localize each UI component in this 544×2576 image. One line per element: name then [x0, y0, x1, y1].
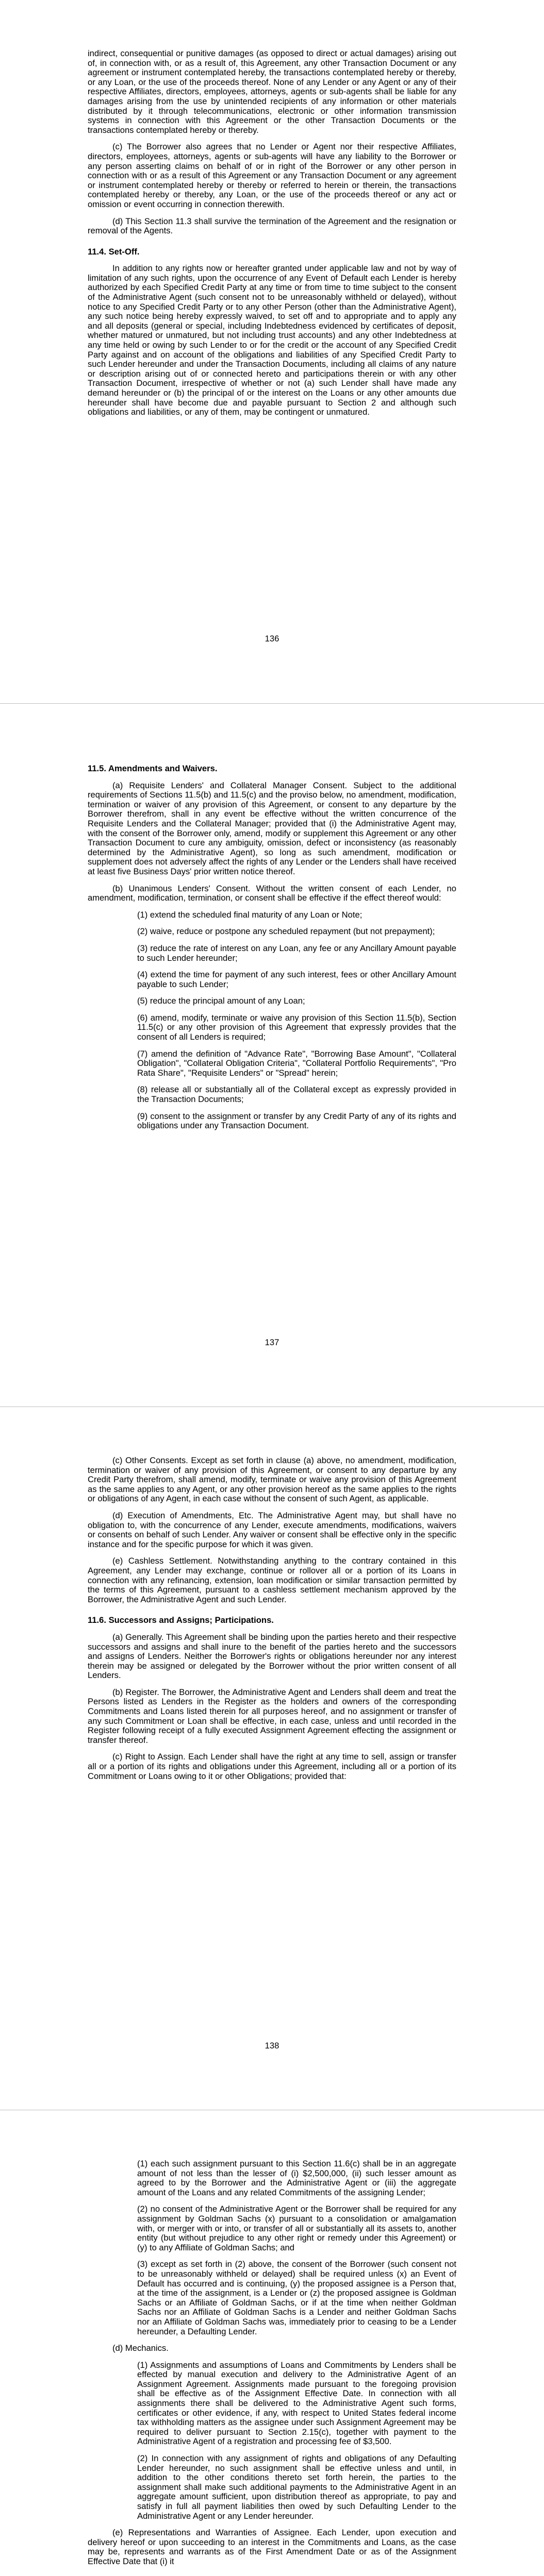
paragraph: In addition to any rights now or hereafter granted under applicable law and not by way of limitation of any such rights, upon the occurrence of any Event of Default each Lender is hereby authorized by each Specified Credit Party at any time or from time to time subject to the consent of the Administrative Agent (such consent not to be unreasonably withheld or delayed), without notice to any Specified Credit Party or to any other Person (other than the Administrative Agent), any such notice being hereby expressly waived, to set off and to appropriate and to apply any and all deposits (general or special, including Indebtedness evidenced by certificates of deposit, whether matured or unmatured, but not including trust accounts) and any other Indebtedness at any time held or owing by such Lender to or for the credit or the account of any Specified Credit Party against and on account of the obligations and liabilities of any Specified Credit Party to such Lender hereunder and under the Transaction Documents, including all claims of any nature or description arising out of or connected hereto and participations therein or with any other Transaction Document, irrespective of whether or not (a) such Lender shall have made any demand hereunder or (b) the principal of or the interest on the Loans or any other amounts due hereunder shall have become due and payable pursuant to Section 2 and although such obligations and liabilities, or any of them, may be contingent or unmatured.: [88, 263, 456, 417]
paragraph: (a) Requisite Lenders' and Collateral Manager Consent. Subject to the additional requirements of Sections 11.5(b) and 11.5(c) and the proviso below, no amendment, modification, termination or waiver of any provision of this Agreement, or consent to any departure by the Borrower therefrom, shall in any event be effective without the written concurrence of the Requisite Lenders and the Collateral Manager; provided that (i) the Administrative Agent may, with the consent of the Borrower only, amend, modify or supplement this Agreement or any other Transaction Document to cure any ambiguity, omission, defect or inconsistency (as reasonably determined by the Administrative Agent), so long as such amendment, modification or supplement does not adversely affect the rights of any Lender or the Lenders shall have received at least five Business Days' prior written notice thereof.: [88, 780, 456, 876]
page-138: [0, 1406, 544, 2110]
list-item: (6) amend, modify, terminate or waive any provision of this Section 11.5(b), Section 11.5(c) or any other provision of this Agreement that expressly provides that the consent of all Lenders is required;: [137, 1012, 456, 1042]
paragraph: (2) In connection with any assignment of rights and obligations of any Defaulting Lender hereunder, no such assignment shall be effective unless and until, in addition to the other conditions thereto set forth herein, the parties to the assignment shall make such additional payments to the Administrative Agent in an aggregate amount sufficient, upon distribution thereof as appropriate, to pay and satisfy in full all payment liabilities then owed by such Defaulting Lender to the Administrative Agent or any Lender hereunder.: [137, 2453, 456, 2521]
list-item: (1) extend the scheduled final maturity of any Loan or Note;: [137, 909, 362, 920]
list-item: (2) no consent of the Administrative Agent or the Borrower shall be required for any assignment by Goldman Sachs (x) pursuant to a consolidation or amalgamation with, or merger with or into, or transfer of all or substantially all its assets to, another entity (but without prejudice to any other right or remedy under this Agreement) or (y) to any Affiliate of Goldman Sachs; and: [137, 2204, 456, 2252]
paragraph: (e) Cashless Settlement. Notwithstanding anything to the contrary contained in this Agreement, any Lender may exchange, continue or rollover all or a portion of its Loans in connection with any refinancing, extension, loan modification or similar transaction permitted by the terms of this Agreement, pursuant to a cashless settlement mechanism approved by the Borrower, the Administrative Agent and such Lender.: [88, 1556, 456, 1604]
paragraph: (d) Mechanics.: [112, 2343, 169, 2353]
page-139-body: [88, 2159, 456, 2574]
paragraph: indirect, consequential or punitive damages (as opposed to direct or actual damages) arising out of, in connection with, or as a result of, this Agreement, any other Transaction Document or any agreement or instrument contemplated hereby, the transactions contemplated hereby or thereby, or any Loan, or the use of the proceeds thereof. None of any Lender or any Agent or any of their respective Affiliates, directors, employees, attorneys, agents or sub-agents shall be liable for any damages arising from the use by unintended recipients of any information or other materials distributed by it through telecommunications, electronic or other information transmission systems in connection with this Agreement or the other Transaction Documents or the transactions contemplated hereby or thereby.: [88, 48, 456, 135]
list-item: (2) waive, reduce or postpone any scheduled repayment (but not prepayment);: [137, 926, 435, 937]
page-139: [0, 2110, 544, 2576]
page-number: 138: [265, 2041, 279, 2050]
section-heading: 11.5. Amendments and Waivers.: [88, 764, 218, 773]
paragraph: (a) Generally. This Agreement shall be binding upon the parties hereto and their respective successors and assigns and shall inure to the benefit of the parties hereto and the successors and assigns of Lenders. Neither the Borrower's rights or obligations hereunder nor any interest therein may be assigned or delegated by the Borrower without the prior written consent of all Lenders.: [88, 1632, 456, 1681]
page-136-body: [88, 49, 456, 425]
list-item: (9) consent to the assignment or transfer by any Credit Party of any of its rights and obligations under any Transaction Document.: [137, 1111, 456, 1131]
list-item: (5) reduce the principal amount of any Loan;: [137, 996, 305, 1006]
list-item: (8) release all or substantially all of the Collateral except as expressly provided in the Transaction Documents;: [137, 1084, 456, 1105]
list-item: (3) except as set forth in (2) above, the consent of the Borrower (such consent not to be unreasonably withheld or delayed) shall be required unless (x) an Event of Default has occurred and is continuing, (y) the proposed assignee is a Person that, at the time of the assignment, is a Lender or (z) the proposed assignee is Goldman Sachs or an Affiliate of Goldman Sachs, or if at the time when neither Goldman Sachs nor an Affiliate of Goldman Sachs is a Lender and neither Goldman Sachs nor an Affiliate of Goldman Sachs was, immediately prior to ceasing to be a Lender hereunder, a Defaulting Lender.: [137, 2259, 456, 2336]
page-137-body: [88, 753, 456, 1138]
page-138-body: [88, 1456, 456, 1788]
paragraph: (b) Unanimous Lenders' Consent. Without the written consent of each Lender, no amendment, modification, termination, or consent shall be effective if the effect thereof would:: [88, 883, 456, 903]
paragraph: (1) Assignments and assumptions of Loans and Commitments by Lenders shall be effected by manual execution and delivery to the Administrative Agent of an Assignment Agreement. Assignments made pursuant to the foregoing provision shall be effective as of the Assignment Effective Date. In connection with all assignments there shall be delivered to the Administrative Agent such forms, certificates or other evidence, if any, with respect to United States federal income tax withholding matters as the assignee under such Assignment Agreement may be required to deliver pursuant to Section 2.15(c), together with payment to the Administrative Agent of a registration and processing fee of $3,500.: [137, 2360, 456, 2447]
list-item: (4) extend the time for payment of any such interest, fees or other Ancillary Amount payable to such Lender;: [137, 970, 456, 989]
paragraph: (d) Execution of Amendments, Etc. The Administrative Agent may, but shall have no obligation to, with the concurrence of any Lender, execute amendments, modifications, waivers or consents on behalf of such Lender. Any waiver or consent shall be effective only in the specific instance and for the specific purpose for which it was given.: [88, 1510, 456, 1549]
page-number: 136: [265, 634, 279, 643]
page-number: 137: [265, 1337, 279, 1347]
paragraph: (d) This Section 11.3 shall survive the termination of the Agreement and the resignation or removal of the Agents.: [88, 216, 456, 236]
list-item: (1) each such assignment pursuant to this Section 11.6(c) shall be in an aggregate amount of not less than the lesser of (i) $2,500,000, (ii) such lesser amount as agreed to by the Borrower and the Administrative Agent or (iii) the aggregate amount of the Loans and any related Commitments of the assigning Lender;: [137, 2159, 456, 2197]
list-item: (7) amend the definition of "Advance Rate", "Borrowing Base Amount", "Collateral Obligation", "Collateral Obligation Criteria", "Collateral Portfolio Requirements", "Pro Rata Share", "Requisite Lenders" or "Spread" herein;: [137, 1048, 456, 1078]
page-137: [0, 703, 544, 1407]
section-heading: 11.4. Set-Off.: [88, 246, 140, 257]
paragraph: (c) Right to Assign. Each Lender shall have the right at any time to sell, assign or transfer all or a portion of its rights and obligations under this Agreement, including all or a portion of its Commitment or Loans owing to it or other Obligations; provided that:: [88, 1752, 456, 1781]
section-heading: 11.6. Successors and Assigns; Participations.: [88, 1615, 274, 1625]
list-item: (3) reduce the rate of interest on any Loan, any fee or any Ancillary Amount payable to such Lender hereunder;: [137, 943, 456, 963]
paragraph: (b) Register. The Borrower, the Administrative Agent and Lenders shall deem and treat the Persons listed as Lenders in the Register as the holders and owners of the corresponding Commitments and Loans listed therein for all purposes hereof, and no assignment or transfer of any such Commitment or Loan shall be effective, in each case, unless and until recorded in the Register following receipt of a fully executed Assignment Agreement effecting the assignment or transfer thereof.: [88, 1687, 456, 1745]
paragraph: (e) Representations and Warranties of Assignee. Each Lender, upon execution and delivery hereof or upon succeeding to an interest in the Commitments and Loans, as the case may be, represents and warrants as of the First Amendment Date or as of the Assignment Effective Date that (i) it: [88, 2528, 456, 2566]
paragraph: (c) Other Consents. Except as set forth in clause (a) above, no amendment, modification, termination or waiver of any provision of this Agreement, or consent to any departure by any Credit Party therefrom, shall amend, modify, terminate or waive any provision of this Agreement as the same applies to any Agent, or any other provision hereof as the same applies to the rights or obligations of any Agent, in each case without the consent of such Agent, as applicable.: [88, 1455, 456, 1504]
paragraph: (c) The Borrower also agrees that no Lender or Agent nor their respective Affiliates, directors, employees, attorneys, agents or sub-agents will have any liability to the Borrower or any person asserting claims on behalf of or in right of the Borrower or any other person in connection with or as a result of this Agreement or any Transaction Document or any agreement or instrument contemplated hereby or thereby or referred to herein or therein, the transactions contemplated hereby or thereby, any Loan, or the use of the proceeds thereof or any act or omission or event occurring in connection therewith.: [88, 142, 456, 209]
page-136: [0, 0, 544, 703]
